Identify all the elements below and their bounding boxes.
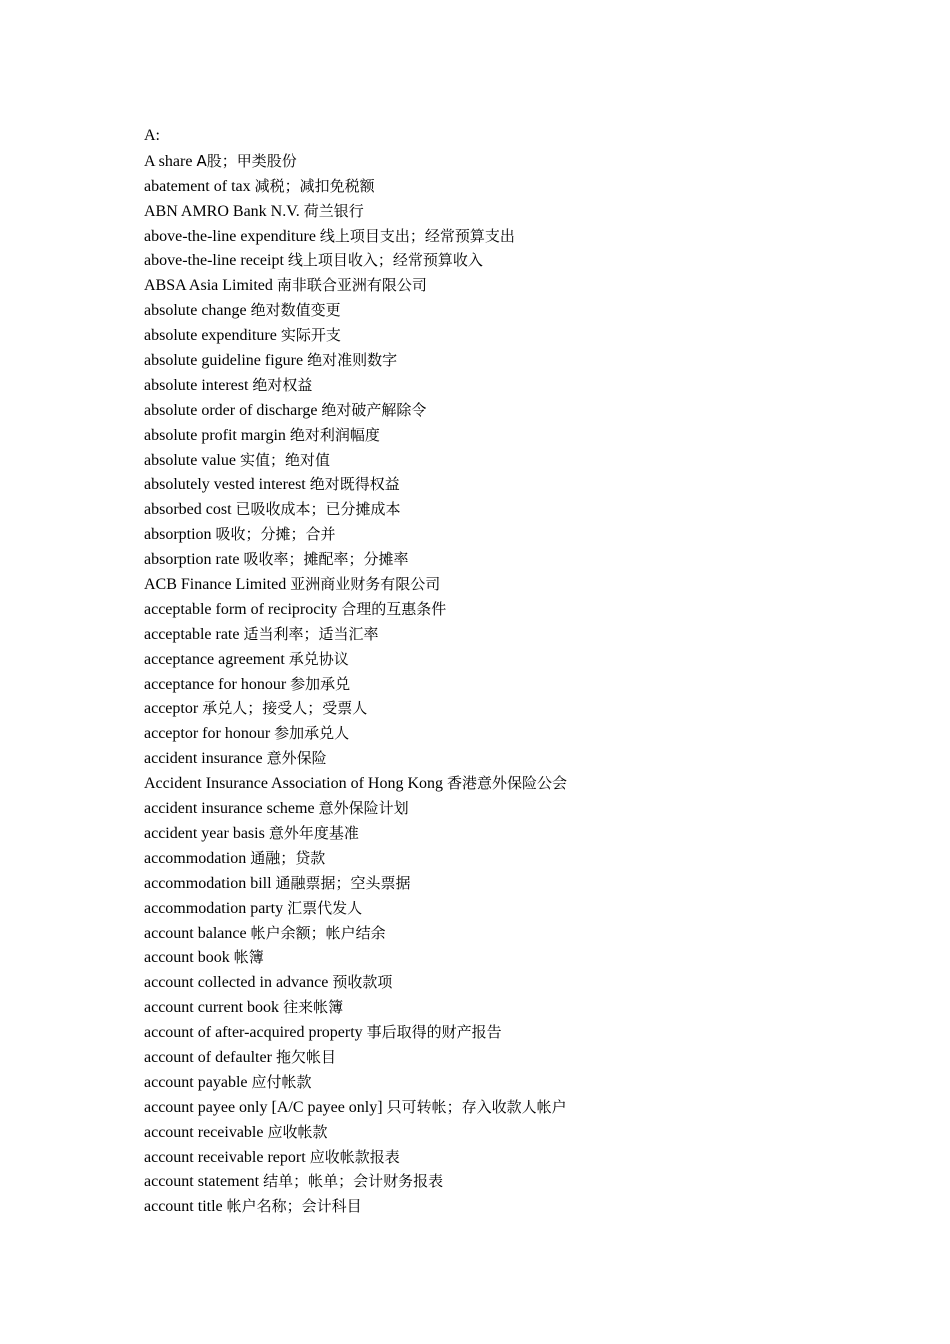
glossary-entry	[144, 1120, 844, 1145]
entry-chinese-term: 往来帐簿	[283, 998, 344, 1017]
entry-english-term: acceptor for honour	[144, 725, 271, 743]
glossary-entry	[144, 846, 844, 871]
glossary-entry	[144, 672, 844, 697]
glossary-entry	[144, 896, 844, 921]
entry-english-term: above-the-line expenditure	[144, 227, 316, 245]
entry-chinese-term: 实值；绝对值	[239, 450, 330, 469]
entry-english-term: account receivable	[144, 1123, 264, 1141]
entry-english-term: account collected in advance	[144, 974, 329, 992]
entry-chinese-term: 承兑人；接受人；受票人	[202, 699, 368, 718]
entry-chinese-term: 通融；贷款	[250, 848, 326, 867]
entry-chinese-term: 绝对准则数字	[307, 351, 398, 370]
entry-chinese-term: 应收帐款报表	[309, 1147, 400, 1166]
entry-english-term: accommodation party	[144, 899, 284, 917]
entry-chinese-term: 绝对利润幅度	[289, 425, 380, 444]
entry-chinese-term: 绝对数值变更	[250, 301, 341, 320]
entry-chinese-term: 意外保险	[266, 749, 327, 768]
entry-english-term: account title	[144, 1198, 223, 1216]
entry-chinese-term: 吸收率；摊配率；分摊率	[243, 550, 409, 569]
entry-english-term: accident insurance	[144, 750, 263, 768]
entry-chinese-term: 南非联合亚洲有限公司	[276, 276, 427, 295]
entry-chinese-term: A股；甲类股份	[196, 151, 297, 170]
glossary-entry	[144, 224, 844, 249]
entry-chinese-term: 实际开支	[280, 326, 341, 345]
glossary-entry	[144, 522, 844, 547]
entry-english-term: absorbed cost	[144, 501, 232, 519]
glossary-entry	[144, 298, 844, 323]
entry-chinese-term: 已吸收成本；已分摊成本	[235, 500, 401, 519]
glossary-entry	[144, 921, 844, 946]
glossary-entry	[144, 423, 844, 448]
glossary-entry	[144, 448, 844, 473]
glossary-entry	[144, 871, 844, 896]
entry-chinese-term: 绝对破产解除令	[321, 400, 427, 419]
glossary-entry	[144, 248, 844, 273]
entry-english-term: acceptor	[144, 700, 199, 718]
entry-chinese-term: 应付帐款	[251, 1072, 312, 1091]
glossary-entry	[144, 1020, 844, 1045]
entry-english-term: account payee only [A/C payee only]	[144, 1098, 383, 1116]
glossary-entry	[144, 945, 844, 970]
entry-chinese-term: 参加承兑人	[274, 724, 350, 743]
entry-chinese-term: 汇票代发人	[287, 898, 363, 917]
section-heading: A:	[144, 127, 160, 144]
entry-chinese-term: 适当利率；适当汇率	[243, 624, 379, 643]
glossary-entry	[144, 373, 844, 398]
glossary-entry	[144, 796, 844, 821]
entry-english-term: acceptance for honour	[144, 675, 287, 693]
entry-english-term: accident year basis	[144, 824, 265, 842]
entry-english-term: accommodation	[144, 849, 247, 867]
entry-chinese-term: 香港意外保险公会	[447, 774, 568, 793]
entry-chinese-term: 绝对既得权益	[309, 475, 400, 494]
glossary-entry	[144, 149, 844, 174]
entry-english-term: account book	[144, 949, 230, 967]
glossary-entry	[144, 398, 844, 423]
entry-english-term: account statement	[144, 1173, 260, 1191]
glossary-entry	[144, 1070, 844, 1095]
entry-english-term: above-the-line receipt	[144, 252, 284, 270]
entry-english-term: ACB Finance Limited	[144, 576, 287, 594]
entry-english-term: absolute expenditure	[144, 327, 277, 345]
glossary-entry	[144, 696, 844, 721]
glossary-entry	[144, 199, 844, 224]
glossary-entry	[144, 622, 844, 647]
entry-english-term: accommodation bill	[144, 874, 272, 892]
glossary-entry	[144, 746, 844, 771]
entry-chinese-term: 结单；帐单；会计财务报表	[263, 1172, 444, 1191]
entry-english-term: absolute change	[144, 302, 247, 320]
entry-english-term: account payable	[144, 1073, 248, 1091]
glossary-entry	[144, 1045, 844, 1070]
glossary-entry	[144, 821, 844, 846]
entry-english-term: account balance	[144, 924, 247, 942]
entry-chinese-term: 线上项目支出；经常预算支出	[319, 226, 515, 245]
entry-chinese-term: 预收款项	[332, 973, 393, 992]
glossary-entry	[144, 647, 844, 672]
entry-english-term: absolute value	[144, 451, 236, 469]
entry-chinese-term: 意外保险计划	[318, 799, 409, 818]
entry-english-term: ABN AMRO Bank N.V.	[144, 202, 300, 220]
glossary-entry	[144, 1095, 844, 1120]
entry-chinese-term: 亚洲商业财务有限公司	[290, 575, 441, 594]
glossary-entry	[144, 771, 844, 796]
entry-english-term: absorption rate	[144, 551, 240, 569]
entry-chinese-term: 承兑协议	[288, 649, 349, 668]
glossary-entry	[144, 970, 844, 995]
entry-english-term: absolute order of discharge	[144, 401, 318, 419]
entry-chinese-term: 帐簿	[233, 948, 264, 967]
glossary-entry	[144, 1145, 844, 1170]
entry-english-term: account receivable report	[144, 1148, 306, 1166]
entry-english-term: absolute guideline figure	[144, 352, 304, 370]
entry-english-term: absolute interest	[144, 376, 249, 394]
entry-english-term: absolute profit margin	[144, 426, 286, 444]
entry-english-term: ABSA Asia Limited	[144, 277, 273, 295]
entry-english-term: account of defaulter	[144, 1048, 272, 1066]
glossary-entry	[144, 572, 844, 597]
entry-chinese-term: 拖欠帐目	[275, 1047, 336, 1066]
entry-english-term: acceptable rate	[144, 625, 240, 643]
entry-english-term: absorption	[144, 526, 212, 544]
entry-chinese-term: 应收帐款	[267, 1122, 328, 1141]
entry-english-term: account of after-acquired property	[144, 1024, 363, 1042]
entry-english-term: acceptable form of reciprocity	[144, 600, 338, 618]
glossary-entry	[144, 547, 844, 572]
entry-english-term: abatement of tax	[144, 177, 251, 195]
entry-chinese-term: 只可转帐；存入收款人帐户	[386, 1097, 567, 1116]
glossary-entry	[144, 348, 844, 373]
glossary-entry	[144, 1169, 844, 1194]
glossary-entry	[144, 323, 844, 348]
entry-english-term: account current book	[144, 999, 280, 1017]
glossary-entry	[144, 174, 844, 199]
glossary-entry	[144, 497, 844, 522]
glossary-entry	[144, 721, 844, 746]
glossary-entry	[144, 1194, 844, 1219]
glossary-content	[144, 124, 844, 1219]
glossary-entry	[144, 472, 844, 497]
entry-english-term: accident insurance scheme	[144, 800, 315, 818]
entry-chinese-term: 线上项目收入；经常预算收入	[287, 251, 483, 270]
entry-chinese-term: 帐户余额；帐户结余	[250, 923, 386, 942]
entry-english-term: acceptance agreement	[144, 650, 285, 668]
glossary-entry	[144, 273, 844, 298]
entry-english-term: absolutely vested interest	[144, 476, 306, 494]
entry-chinese-term: 参加承兑	[290, 674, 351, 693]
entry-chinese-term: 帐户名称；会计科目	[226, 1197, 362, 1216]
entry-chinese-term: 绝对权益	[252, 375, 313, 394]
entry-chinese-term: 荷兰银行	[303, 201, 364, 220]
entry-chinese-term: 减税；减扣免税额	[254, 176, 375, 195]
glossary-list	[144, 149, 844, 1219]
entry-chinese-term: 合理的互惠条件	[341, 599, 447, 618]
entry-chinese-term: 通融票据；空头票据	[275, 873, 411, 892]
entry-chinese-term: 吸收；分摊；合并	[215, 525, 336, 544]
glossary-entry	[144, 597, 844, 622]
glossary-entry	[144, 995, 844, 1020]
entry-chinese-term: 意外年度基准	[268, 823, 359, 842]
entry-chinese-term: 事后取得的财产报告	[366, 1023, 502, 1042]
entry-english-term: Accident Insurance Association of Hong Kong	[144, 775, 444, 793]
entry-english-term: A share	[144, 152, 193, 170]
